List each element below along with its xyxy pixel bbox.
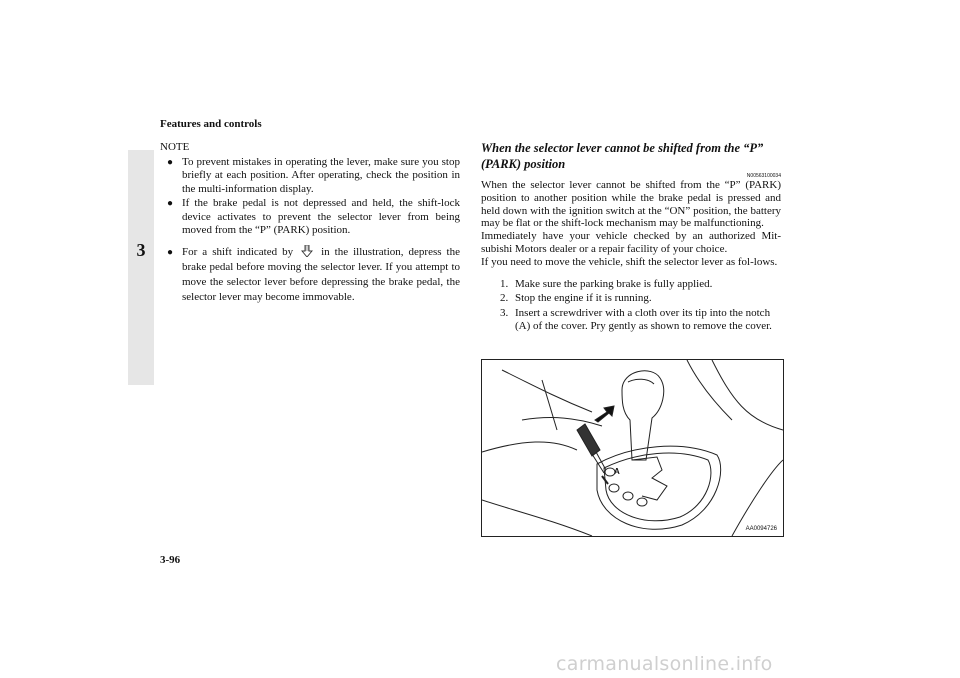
chapter-tab [128, 150, 154, 385]
step-text: Insert a screwdriver with a cloth over its tip into the notch (A) of the cover. Pry gently as shown to remove the cover. [515, 307, 772, 332]
note-title: NOTE [160, 141, 190, 153]
steps-list [481, 278, 781, 333]
step-text: Make sure the parking brake is fully applied. [515, 277, 713, 290]
note-bullet-text-after: in the illustration, depress the brake pedal before moving the selector lever. If you attempt to move the selector lever before depressing the brake pedal, the selector lever may become immovable. [182, 245, 460, 303]
bullet-icon: ● [167, 198, 174, 209]
note-box [160, 141, 460, 305]
section-paragraph-1: When the selector lever cannot be shifted from the “P” (PARK) position to another position while the brake pedal is pressed and held down with the ignition switch at the “ON” position, the battery may be flat or the shift-lock mechanism may be malfunctioning. [481, 179, 781, 230]
step-number: 3. [500, 307, 509, 320]
console-drawing [482, 360, 783, 536]
figure-code: AA0094726 [745, 526, 777, 532]
bullet-icon: ● [167, 156, 174, 168]
figure-label-a: A [614, 467, 620, 476]
section-code: N00563100034 [746, 173, 781, 179]
step-item [481, 292, 781, 305]
page-number: 3-96 [160, 554, 181, 566]
note-bullet-3 [160, 245, 460, 305]
step-item [481, 307, 781, 333]
down-arrow-icon [301, 245, 313, 257]
note-bullet-text: To prevent mistakes in operating the lever, make sure you stop briefly at each position. After operating, check the position in the multi-information display. [182, 155, 460, 195]
chapter-number: 3 [136, 240, 146, 260]
section-title: When the selector lever cannot be shifted from the “P” (PARK) position [481, 141, 764, 171]
note-bullet-text-before: For a shift indicated by [182, 245, 294, 258]
step-item [481, 278, 781, 291]
note-bullet-2 [160, 197, 460, 238]
step-text: Stop the engine if it is running. [515, 292, 652, 305]
section-paragraph-3: If you need to move the vehicle, shift the selector lever as fol-lows. [481, 255, 778, 268]
note-bullet-text: If the brake pedal is not depressed and held, the shift-lock device activates to prevent the selector lever from being moved from the “P” (PARK) position. [182, 197, 460, 236]
note-bullet-1 [160, 156, 460, 197]
step-number: 1. [500, 277, 509, 290]
watermark: carmanualsonline.info [556, 653, 773, 675]
page-header: Features and controls [160, 118, 262, 130]
section-paragraph-2: Immediately have your vehicle checked by an authorized Mit-subishi Motors dealer or a repair facility of your choice. [481, 230, 781, 255]
section-block [481, 141, 781, 333]
step-number: 2. [500, 292, 509, 305]
bullet-icon: ● [167, 246, 174, 258]
selector-lever-illustration [481, 359, 784, 537]
